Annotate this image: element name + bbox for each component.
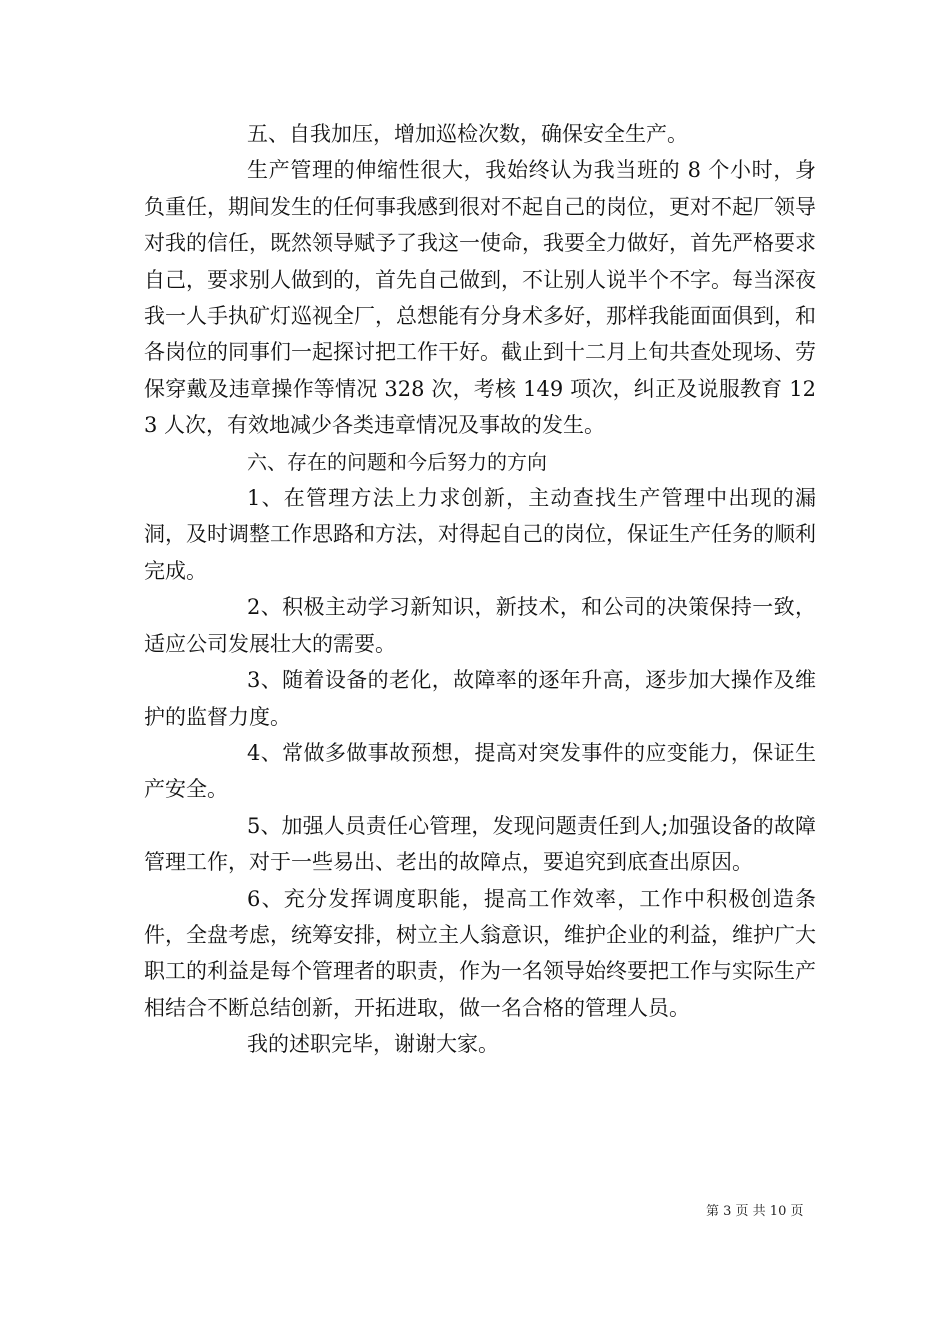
- list-item-5: 5、加强人员责任心管理，发现问题责任到人;加强设备的故障管理工作，对于一些易出、老出的故障点，要追究到底查出原因。: [144, 813, 816, 875]
- document-body: [144, 116, 816, 1063]
- section-six-heading: 六、存在的问题和今后努力的方向: [247, 449, 547, 474]
- section-five-heading: 五、自我加压，增加巡检次数，确保安全生产。: [247, 122, 688, 146]
- list-item-1: 1、在管理方法上力求创新，主动查找生产管理中出现的漏洞，及时调整工作思路和方法，对得起自己的岗位，保证生产任务的顺利完成。: [144, 486, 816, 583]
- list-item-4: 4、常做多做事故预想，提高对突发事件的应变能力，保证生产安全。: [144, 740, 816, 802]
- list-item-3: 3、随着设备的老化，故障率的逐年升高，逐步加大操作及维护的监督力度。: [144, 668, 816, 729]
- list-item-2: 2、积极主动学习新知识，新技术，和公司的决策保持一致，适应公司发展壮大的需要。: [144, 595, 816, 656]
- paragraph-shift-duty: 生产管理的伸缩性很大，我始终认为我当班的 8 个小时，身负重任，期间发生的任何事我感到很对不起自己的岗位，更对不起厂领导对我的信任，既然领导赋予了我这一使命，我要全力做好，首先严格要求自己，要求别人做到的，首先自己做到，不让别人说半个不字。每当深夜我一人手执矿灯巡视全厂，总想能有分身术多好，那样我能面面俱到，和各岗位的同事们一起探讨把工作干好。截止到十二月上旬共查处现场、劳保穿戴及违章操作等情况 328 次，考核 149 项次，纠正及说服教育 123 人次，有效地减少各类违章情况及事故的发生。: [144, 158, 816, 438]
- list-item-6: 6、充分发挥调度职能，提高工作效率，工作中积极创造条件，全盘考虑，统筹安排，树立主人翁意识，维护企业的利益，维护广大职工的利益是每个管理者的职责，作为一名领导始终要把工作与实际生产相结合不断总结创新，开拓进取，做一名合格的管理人员。: [144, 886, 816, 1020]
- closing-remark: 我的述职完毕，谢谢大家。: [247, 1032, 499, 1057]
- page-number: 第 3 页 共 10 页: [706, 1204, 804, 1219]
